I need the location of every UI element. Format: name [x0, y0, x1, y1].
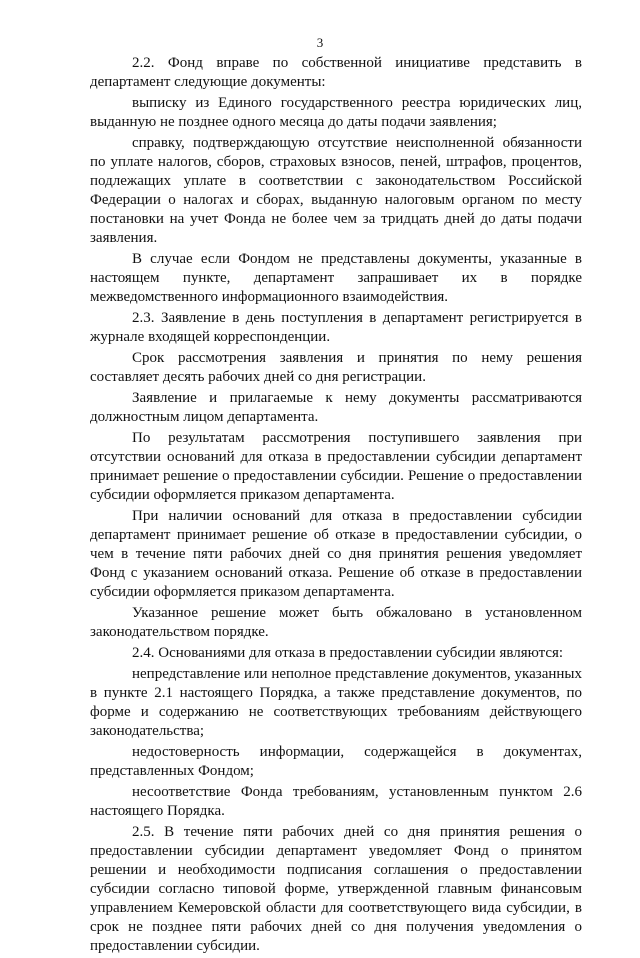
document-body	[90, 54, 582, 958]
paragraph: 2.2. Фонд вправе по собственной инициативе представить в департамент следующие документы:	[90, 55, 582, 90]
page-number: 3	[316, 35, 324, 50]
paragraph: В случае если Фондом не представлены документы, указанные в настоящем пункте, департамент запрашивает их в порядке межведомственного информационного взаимодействия.	[90, 251, 582, 305]
paragraph: При наличии оснований для отказа в предоставлении субсидии департамент принимает решение об отказе в предоставлении субсидии, о чем в течение пяти рабочих дней со дня принятия решения уведомляет Фонд с указанием оснований отказа. Решение об отказе в предоставлении субсидии оформляется приказом департамента.	[90, 508, 582, 600]
paragraph: несоответствие Фонда требованиям, установленным пунктом 2.6 настоящего Порядка.	[90, 784, 582, 819]
paragraph: недостоверность информации, содержащейся в документах, представленных Фондом;	[90, 744, 582, 779]
paragraph: По результатам рассмотрения поступившего заявления при отсутствии оснований для отказа в предоставлении субсидии департамент принимает решение о предоставлении субсидии. Решение о предоставлении субсидии оформляется приказом департамента.	[90, 430, 582, 503]
paragraph: 2.3. Заявление в день поступления в департамент регистрируется в журнале входящей корреспонденции.	[90, 310, 582, 345]
paragraph: Указанное решение может быть обжаловано в установленном законодательством порядке.	[90, 605, 582, 640]
paragraph: Срок рассмотрения заявления и принятия по нему решения составляет десять рабочих дней со дня регистрации.	[90, 350, 582, 385]
paragraph: непредставление или неполное представление документов, указанных в пункте 2.1 настоящего Порядка, а также представление документов, по форме и содержанию не соответствующих требованиям действующего законодательства;	[90, 666, 582, 739]
paragraph: 2.5. В течение пяти рабочих дней со дня принятия решения о предоставлении субсидии департамент уведомляет Фонд о принятом решении и необходимости подписания соглашения о предоставлении субсидии согласно типовой форме, утвержденной главным финансовым управлением Кемеровской области для соответствующего вида субсидии, в срок не позднее пяти рабочих дней со дня получения уведомления о предоставлении субсидии.	[90, 824, 582, 954]
paragraph: Заявление и прилагаемые к нему документы рассматриваются должностным лицом департамента.	[90, 390, 582, 425]
paragraph: выписку из Единого государственного реестра юридических лиц, выданную не позднее одного месяца до даты подачи заявления;	[90, 95, 582, 130]
paragraph: 2.4. Основаниями для отказа в предоставлении субсидии являются:	[132, 645, 564, 661]
paragraph: справку, подтверждающую отсутствие неисполненной обязанности по уплате налогов, сборов, страховых взносов, пеней, штрафов, процентов, подлежащих уплате в соответствии с законодательством Российской Федерации о налогах и сборах, выданную налоговым органом по месту постановки на учет Фонда не более чем за тридцать дней до даты подачи заявления.	[90, 135, 582, 246]
